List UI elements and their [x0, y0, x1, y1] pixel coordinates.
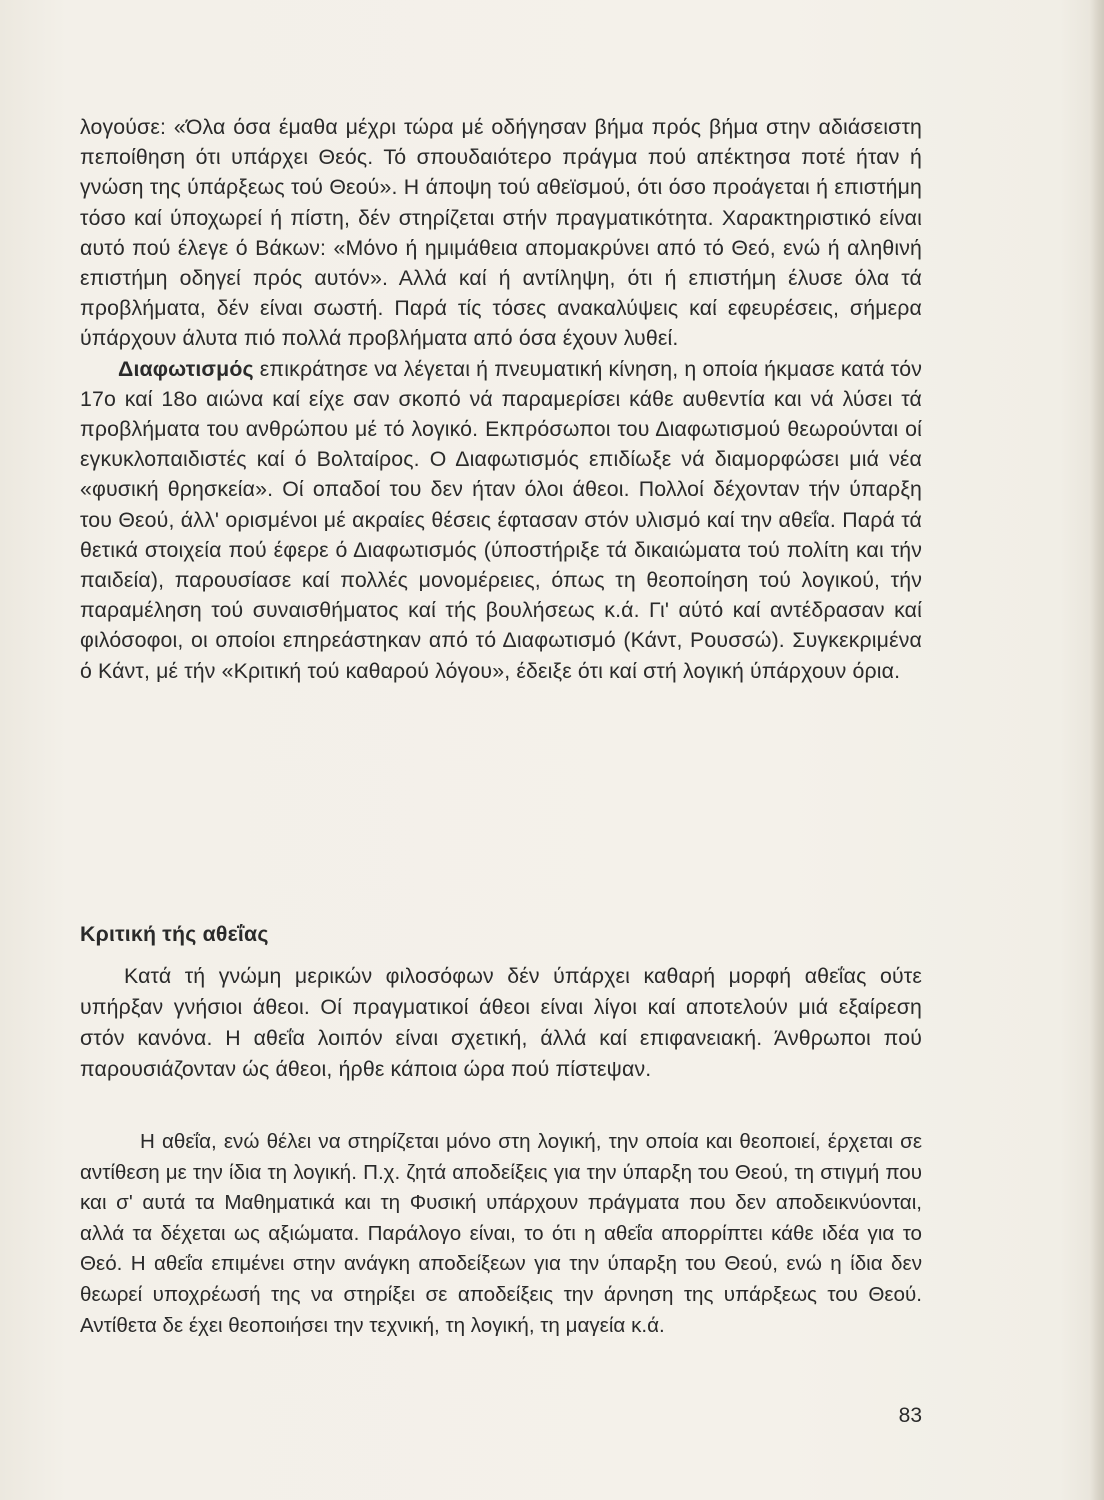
section-critique-part2 — [80, 1127, 922, 1341]
page-number: 83 — [898, 1404, 922, 1427]
paragraph-critique-1: Κατά τή γνώμη μερικών φιλοσόφων δέν ύπάρχει καθαρή μορφή αθεΐας ούτε υπήρξαν γνήσιοι άθεοι. Οί πραγματικοί άθεοι είναι λίγοι καί αποτελούν μιά εξαίρεση στόν κανόνα. Η αθεΐα λοιπόν είναι σχετική, άλλά καί επιφανειακή. Άνθρωποι πού παρουσιάζονταν ώς άθεοι, ήρθε κάποια ώρα πού πίστεψαν. — [80, 964, 922, 1081]
term-enlightenment: Διαφωτισμός — [118, 356, 254, 381]
section-critique-part1 — [80, 961, 922, 1085]
paragraph-enlightenment — [80, 354, 922, 686]
section-enlightenment — [80, 112, 922, 686]
paragraph-critique-2: Η αθεΐα, ενώ θέλει να στηρίζεται μόνο στη λογική, την οποία και θεοποιεί, έρχεται σε αντίθεση με την ίδια τη λογική. Π.χ. ζητά αποδείξεις για την ύπαρξη του Θεού, τη στιγμή που και σ' αυτά τα Μαθηματικά και τη Φυσική υπάρχουν πράγματα που δεν αποδεικνύονται, αλλά τα δέχεται ως αξιώματα. Παράλογο είναι, το ότι η αθεΐα απορρίπτει κάθε ιδέα για το Θεό. Η αθεΐα επιμένει στην ανάγκη αποδείξεων για την ύπαρξη του Θεού, ενώ η ίδια δεν θεωρεί υποχρέωσή της να στηρίξει σε αποδείξεις την άρνηση της υπάρξεως του Θεού. Αντίθετα δε έχει θεοποιήσει την τεχνική, τη λογική, τη μαγεία κ.ά. — [80, 1130, 922, 1337]
paragraph-bacon-quote: λογούσε: «Όλα όσα έμαθα μέχρι τώρα μέ οδήγησαν βήμα πρός βήμα στην αδιάσειστη πεποίθηση ότι υπάρχει Θεός. Τό σπουδαιότερο πράγμα πού απέκτησα ποτέ ήταν ή γνώση της ύπάρξεως τού Θεού». Η άποψη τού αθεϊσμού, ότι όσο προάγεται ή επιστήμη τόσο καί ύποχωρεί ή πίστη, δέν στηρίζεται στήν πραγματικότητα. Χαρακτηριστικό είναι αυτό πού έλεγε ό Βάκων: «Μόνο ή ημιμάθεια απομακρύνει από τό Θεό, ενώ ή αληθινή επιστήμη οδηγεί πρός αυτόν». Αλλά καί ή αντίληψη, ότι ή επιστήμη έλυσε όλα τά προβλήματα, δέν είναι σωστή. Παρά τίς τόσες ανακαλύψεις καί εφευρέσεις, σήμερα ύπάρχουν άλυτα πιό πολλά προβλήματα από όσα έχουν λυθεί. — [80, 115, 922, 351]
paragraph-enlightenment-text: επικράτησε να λέγεται ή πνευματική κίνηση, η οποία ήκμασε κατά τόν 17ο καί 18ο αιώνα καί είχε σαν σκοπό νά παραμερίσει κάθε αυθεντία και νά λύσει τά προβλήματα του ανθρώπου μέ τό λογικό. Εκπρόσωποι του Διαφωτισμού θεωρούνται οί εγκυκλοπαιδιστές καί ό Βολταίρος. Ο Διαφωτισμός επιδίωξε νά διαμορφώσει μιά νέα «φυσική θρησκεία». Οί οπαδοί του δεν ήταν όλοι άθεοι. Πολλοί δέχονταν τήν ύπαρξη του Θεού, άλλ' ορισμένοι μέ ακραίες θέσεις έφτασαν στόν υλισμό καί την αθεΐα. Παρά τά θετικά στοιχεία πού έφερε ό Διαφωτισμός (ύποστήριξε τά δικαιώματα τού πολίτη και τήν παιδεία), παρουσίασε καί πολλές μονομέρειες, όπως τη θεοποίηση τού λογικού, τήν παραμέληση τού συναισθήματος καί τής βουλήσεως κ.ά. Γι' αύτό καί αντέδρασαν καί φιλόσοφοι, οι οποίοι επηρεάστηκαν από τό Διαφωτισμό (Κάντ, Ρουσσώ). Συγκεκριμένα ό Κάντ, μέ τήν «Κριτική τού καθαρού λόγου», έδειξε ότι καί στή λογική ύπάρχουν όρια. — [80, 356, 922, 683]
page-edge-shadow — [1090, 0, 1104, 1500]
section-heading-critique: Κριτική τής αθεΐας — [80, 922, 269, 946]
